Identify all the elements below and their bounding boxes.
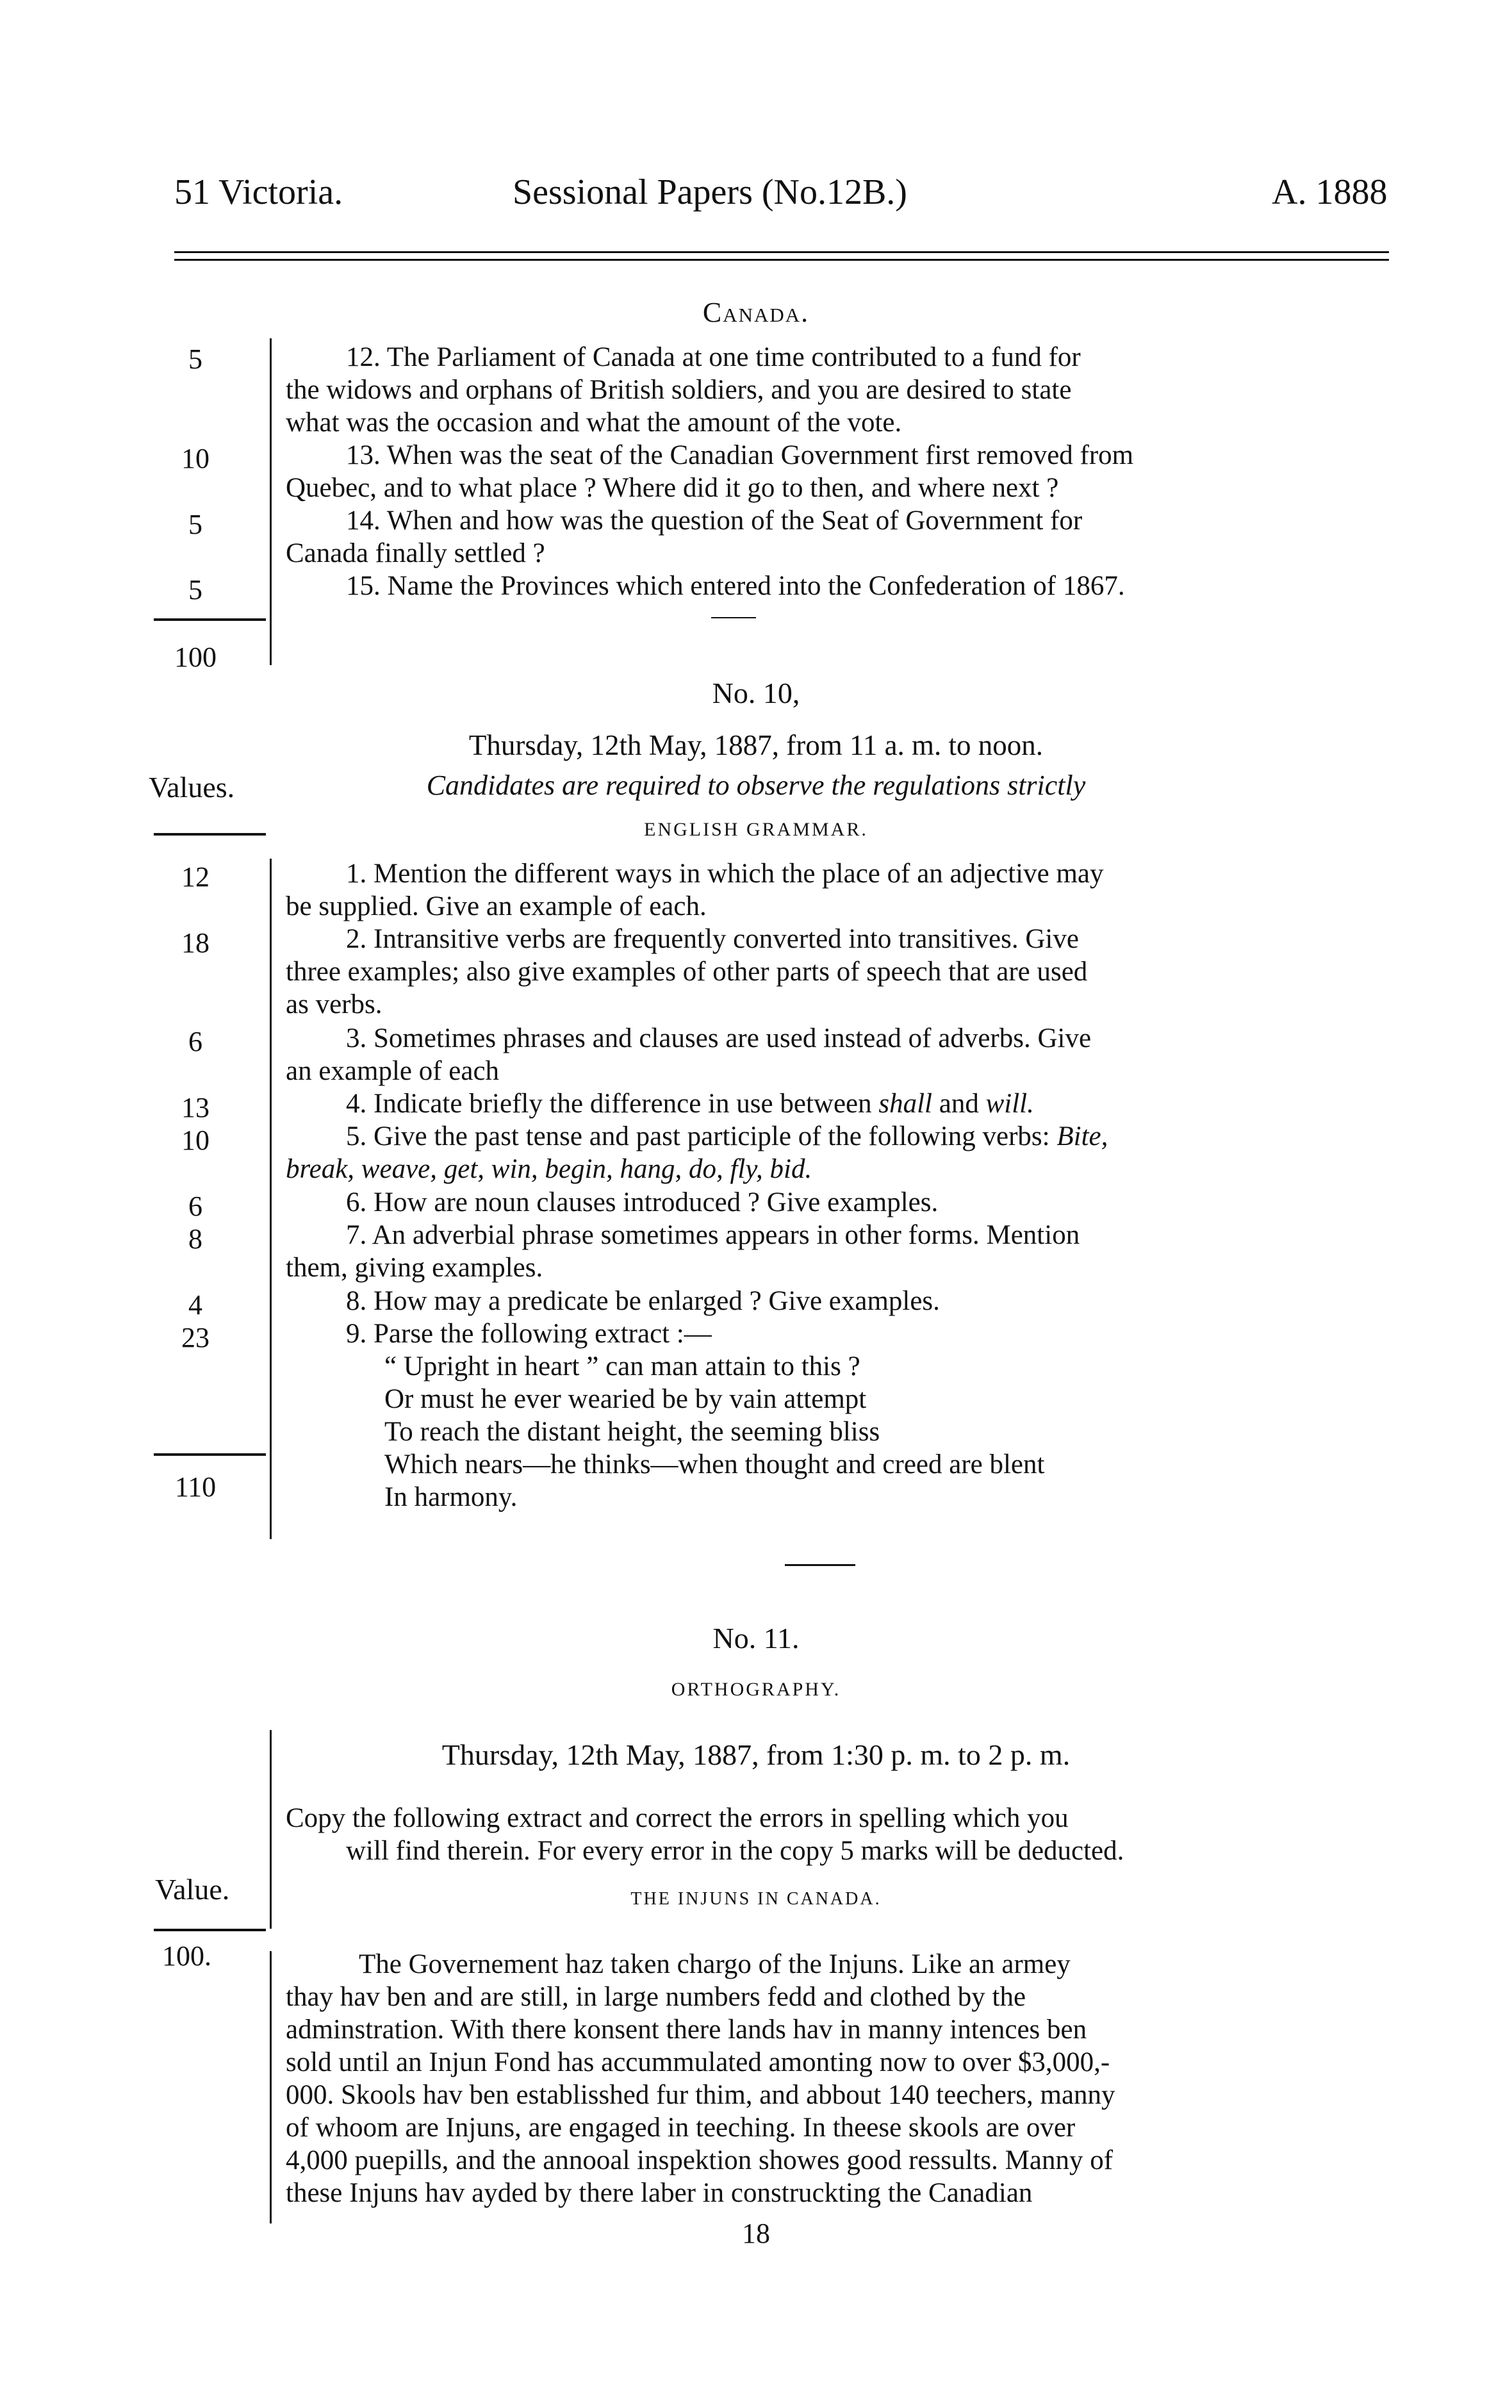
- value-q14: 5: [188, 509, 202, 540]
- no11-instruction-line1: Copy the following extract and correct the errors in spelling which you: [286, 1803, 1069, 1833]
- g1-line2: be supplied. Give an example of each.: [286, 891, 707, 921]
- g4-line: [346, 1087, 1034, 1120]
- q13-line2: Quebec, and to what place ? Where did it go to then, and where next ?: [286, 473, 1059, 503]
- value-label-rule: [154, 1929, 266, 1931]
- value-g6: 6: [188, 1191, 202, 1222]
- poem-line5: In harmony.: [384, 1482, 518, 1512]
- g3-line1: 3. Sometimes phrases and clauses are used instead of adverbs. Give: [346, 1023, 1092, 1053]
- g6-line1: 6. How are noun clauses introduced ? Give examples.: [346, 1187, 939, 1217]
- header-volume: 51 Victoria.: [174, 172, 343, 212]
- poem-line3: To reach the distant height, the seeming bliss: [384, 1417, 880, 1447]
- g1-line1: 1. Mention the different ways in which the place of an adjective may: [346, 859, 1104, 889]
- extract-line4: sold until an Injun Fond has accummulated amonting now to over $3,000,-: [286, 2047, 1110, 2077]
- q12-line2: the widows and orphans of British soldiers, and you are desired to state: [286, 375, 1072, 405]
- g3-line2: an example of each: [286, 1056, 500, 1086]
- no10-date: Thursday, 12th May, 1887, from 11 a. m. to noon.: [468, 729, 1044, 761]
- value-q15: 5: [188, 574, 202, 606]
- no10-total-rule: [154, 1453, 266, 1456]
- g7-line2: them, giving examples.: [286, 1253, 543, 1283]
- q13-line1: 13. When was the seat of the Canadian Government first removed from: [346, 440, 1134, 470]
- canada-heading: Canada.: [702, 297, 810, 328]
- g5-line2: [286, 1153, 812, 1185]
- canada-total-rule: [154, 618, 266, 621]
- header-title: Sessional Papers (No.12B.): [513, 172, 907, 212]
- q14-line1: 14. When and how was the question of the Seat of Government for: [346, 506, 1083, 536]
- canada-vertical-rule: [270, 338, 272, 665]
- g5-text: 5. Give the past tense and past participle of the following verbs:: [346, 1121, 1057, 1151]
- extract-line6: of whoom are Injuns, are engaged in teeching. In theese skools are over: [286, 2113, 1076, 2143]
- q12-line3: what was the occasion and what the amount of the vote.: [286, 408, 902, 438]
- g2-line1: 2. Intransitive verbs are frequently converted into transitives. Give: [346, 924, 1079, 954]
- value-q12: 5: [188, 343, 202, 375]
- g5-verbs: break, weave, get, win, begin, hang, do, fly, bid.: [286, 1154, 812, 1184]
- poem-line4: Which nears—he thinks—when thought and creed are blent: [384, 1449, 1045, 1480]
- header-year: A. 1888: [1272, 172, 1388, 212]
- value-g3: 6: [188, 1026, 202, 1057]
- values-label: Values.: [149, 771, 235, 804]
- value-amount: 100.: [162, 1940, 211, 1972]
- header-rule-top: [174, 251, 1389, 253]
- no11-instruction-line2: will find therein. For every error in the copy 5 marks will be deducted.: [346, 1836, 1124, 1866]
- q14-line2: Canada finally settled ?: [286, 538, 545, 568]
- no10-subject: ENGLISH GRAMMAR.: [644, 819, 868, 840]
- g2-line3: as verbs.: [286, 989, 382, 1019]
- q15-line1: 15. Name the Provinces which entered into the Confederation of 1867.: [346, 571, 1125, 601]
- value-g7: 8: [188, 1223, 202, 1255]
- value-g1: 12: [181, 861, 210, 893]
- extract-line1: The Governement haz taken chargo of the Injuns. Like an armey: [359, 1949, 1071, 1979]
- section-divider: [785, 1564, 855, 1566]
- extract-line3: adminstration. With there konsent there lands hav in manny intences ben: [286, 2015, 1087, 2045]
- no11-date: Thursday, 12th May, 1887, from 1:30 p. m. to 2 p. m.: [441, 1738, 1071, 1771]
- g2-line2: three examples; also give examples of other parts of speech that are used: [286, 957, 1088, 987]
- no10-number: No. 10,: [712, 677, 800, 709]
- short-divider: [711, 617, 756, 618]
- g9-line1: 9. Parse the following extract :—: [346, 1319, 712, 1349]
- extract-title: THE INJUNS IN CANADA.: [630, 1889, 882, 1909]
- g8-line1: 8. How may a predicate be enlarged ? Give examples.: [346, 1286, 940, 1316]
- extract-line2: thay hav ben and are still, in large numbers fedd and clothed by the: [286, 1982, 1026, 2012]
- value-g4: 13: [181, 1092, 210, 1123]
- page-number: 18: [742, 2218, 770, 2249]
- no11-number: No. 11.: [712, 1622, 800, 1654]
- canada-total: 100: [174, 641, 217, 673]
- g4-and: and: [932, 1089, 986, 1119]
- no11-vertical-rule-lower: [270, 1951, 272, 2223]
- g5-line1: [346, 1120, 1108, 1153]
- extract-line8: these Injuns hav ayded by there laber in construckting the Canadian: [286, 2178, 1033, 2208]
- no11-subject: ORTHOGRAPHY.: [671, 1679, 841, 1700]
- poem-line2: Or must he ever wearied be by vain attempt: [384, 1384, 867, 1414]
- value-g8: 4: [188, 1289, 202, 1321]
- g5-verb-bite: Bite,: [1056, 1121, 1108, 1151]
- extract-line7: 4,000 puepills, and the annooal inspektion showes good ressults. Manny of: [286, 2145, 1113, 2175]
- g7-line1: 7. An adverbial phrase sometimes appears in other forms. Mention: [346, 1220, 1080, 1250]
- extract-line5: 000. Skools hav ben establisshed fur thim, and abbout 140 teechers, manny: [286, 2080, 1115, 2110]
- value-q13: 10: [181, 443, 210, 474]
- no10-instruction: Candidates are required to observe the regulations strictly: [426, 770, 1086, 801]
- g4-word-will: will.: [985, 1089, 1034, 1119]
- value-label: Value.: [155, 1873, 230, 1906]
- value-g9: 23: [181, 1322, 210, 1353]
- no10-vertical-rule: [270, 859, 272, 1539]
- g4-word-shall: shall: [878, 1089, 933, 1119]
- value-g5: 10: [181, 1125, 210, 1156]
- header-rule-bottom: [174, 259, 1389, 261]
- value-g2: 18: [181, 927, 210, 959]
- poem-line1: “ Upright in heart ” can man attain to this ?: [384, 1351, 860, 1381]
- no10-total: 110: [174, 1471, 217, 1503]
- q12-line1: 12. The Parliament of Canada at one time contributed to a fund for: [346, 342, 1081, 372]
- g4-text: 4. Indicate briefly the difference in use between: [346, 1089, 879, 1119]
- values-label-rule: [154, 833, 266, 836]
